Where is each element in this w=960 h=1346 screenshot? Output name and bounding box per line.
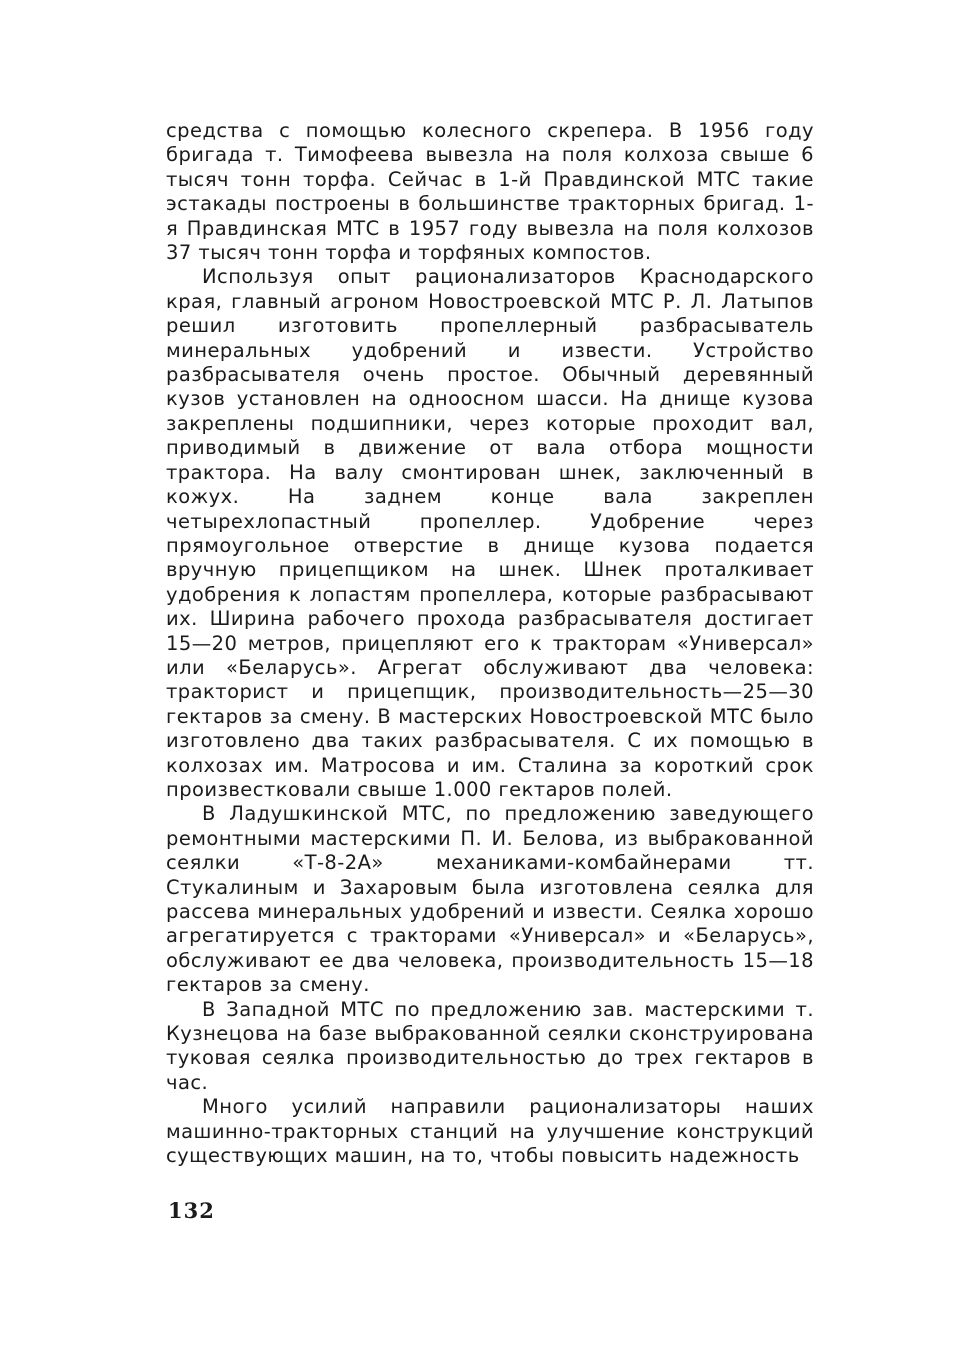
paragraph: В Ладушкинской МТС, по предложению заведующего ремонтными мастерскими П. И. Белова, из выбракованной сеялки «Т-8-2А» механиками-комбайнерами тт. Стукалиным и Захаровым была изготовлена сеялка для рассева минеральных удобрений и извести. Сеялка хорошо агрегатируется с тракторами «Универсал» и «Беларусь», обслуживают ее два человека, производительность 15—18 гектаров за смену. bbox=[166, 802, 814, 997]
page-number: 132 bbox=[168, 1198, 215, 1223]
paragraph: Много усилий направили рационализаторы наших машинно-тракторных станций на улучшение конструкций существующих машин, на то, чтобы повысить надежность bbox=[166, 1095, 814, 1168]
paragraph: В Западной МТС по предложению зав. мастерскими т. Кузнецова на базе выбракованной сеялки сконструирована туковая сеялка производительностью до трех гектаров в час. bbox=[166, 997, 814, 1094]
paragraph: Используя опыт рационализаторов Краснодарского края, главный агроном Новостроевской МТС Р. Л. Латыпов решил изготовить пропеллерный разбрасыватель минеральных удобрений и извести. Устройство разбрасывателя очень простое. Обычный деревянный кузов установлен на одноосном шасси. На днище кузова закреплены подшипники, через которые проходит вал, приводимый в движение от вала отбора мощности трактора. На валу смонтирован шнек, заключенный в кожух. На заднем конце вала закреплен четырехлопастный пропеллер. Удобрение через прямоугольное отверстие в днище кузова подается вручную прицепщиком на шнек. Шнек проталкивает удобрения к лопастям пропеллера, которые разбрасывают их. Ширина рабочего прохода разбрасывателя достигает 15—20 метров, прицепляют его к тракторам «Универсал» или «Беларусь». Агрегат обслуживают два человека: тракторист и прицепщик, производительность—25—30 гектаров за смену. В мастерских Новостроевской МТС было изготовлено два таких разбрасывателя. С их помощью в колхозах им. Матросова и им. Сталина за короткий срок произвестковали свыше 1.000 гектаров полей. bbox=[166, 265, 814, 801]
body-text bbox=[166, 119, 814, 1168]
paragraph: средства с помощью колесного скрепера. В 1956 году бригада т. Тимофеева вывезла на поля колхоза свыше 6 тысяч тонн торфа. Сейчас в 1-й Правдинской МТС такие эстакады построены в большинстве тракторных бригад. 1-я Правдинская МТС в 1957 году вывезла на поля колхозов 37 тысяч тонн торфа и торфяных компостов. bbox=[166, 119, 814, 265]
